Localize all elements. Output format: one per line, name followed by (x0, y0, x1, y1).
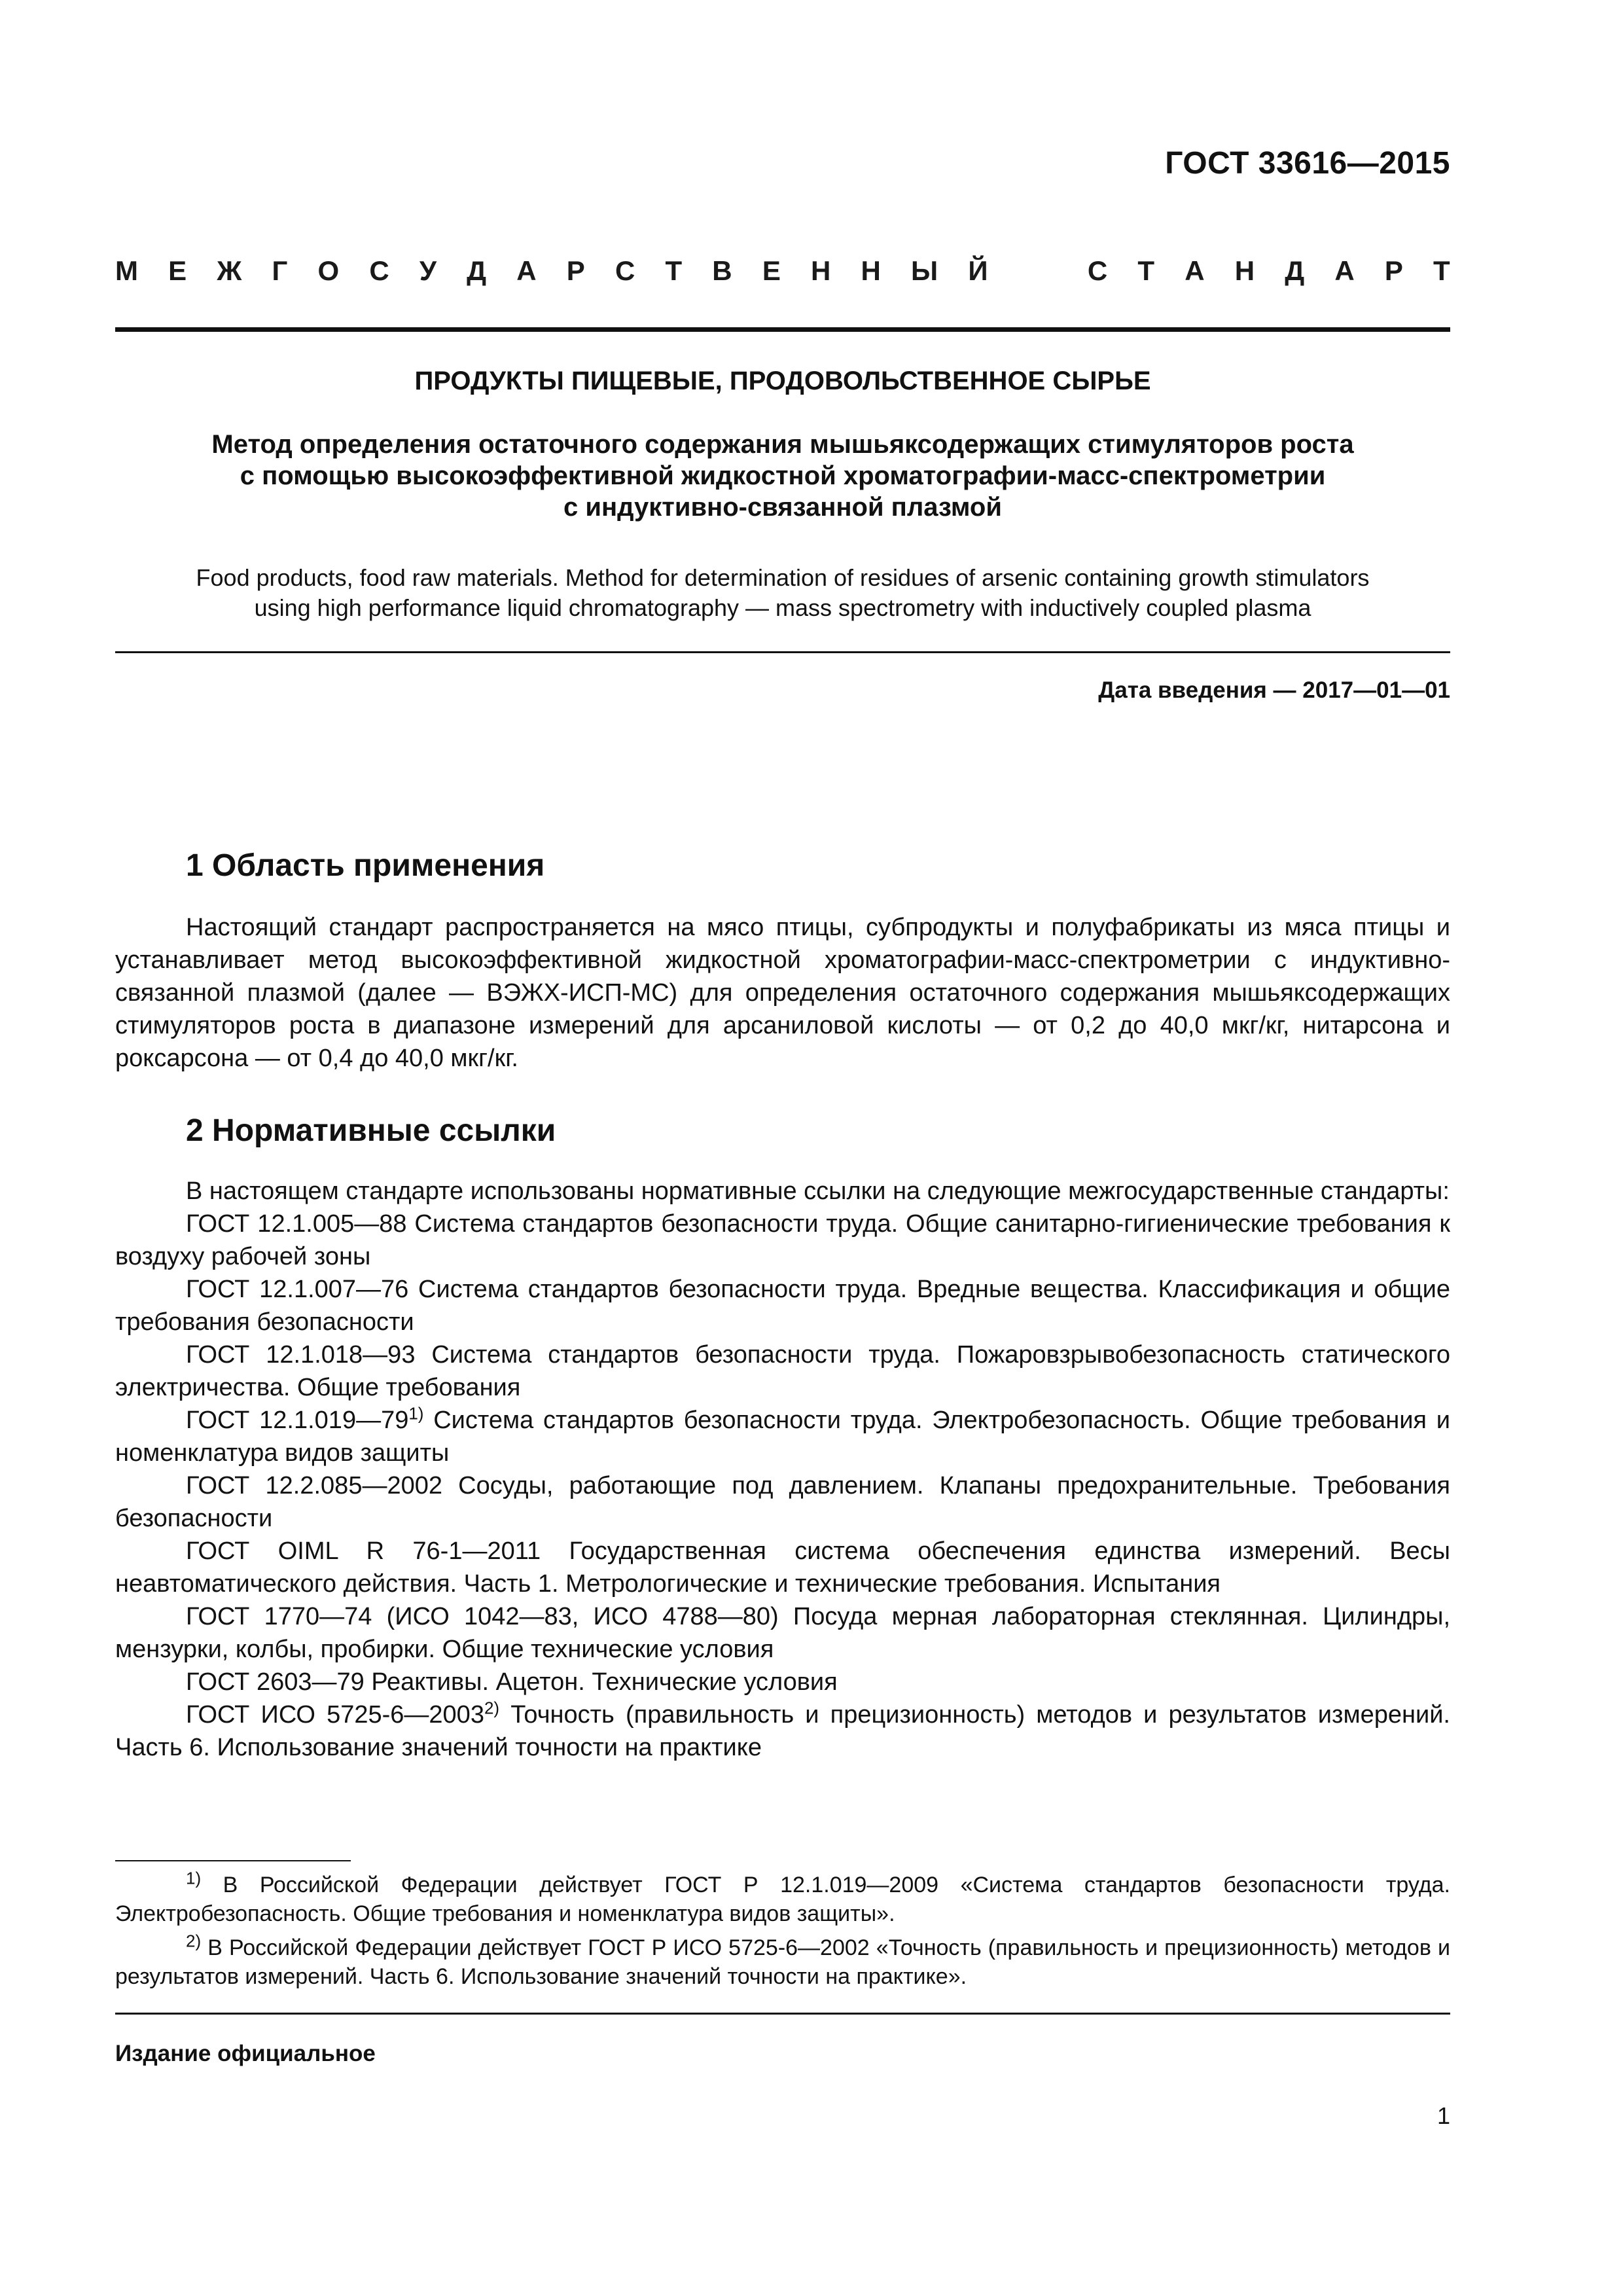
section-1-text: Настоящий стандарт распространяется на мясо птицы, субпродукты и полуфабрикаты из мяса птицы и устанавливает метод высокоэффективной жидкостной хроматографии-масс-спектрометрии с индуктивно-связанной плазмой (далее — ВЭЖХ-ИСП-МС) для определения остаточного содержания мышьяксодержащих стимуляторов роста в диапазоне измерений для арсаниловой кислоты — от 0,2 до 40,0 мкг/кг, нитарсона и роксарсона — от 0,4 до 40,0 мкг/кг. (115, 914, 1450, 1072)
document-number: ГОСТ 33616—2015 (1165, 146, 1450, 181)
reference-item: ГОСТ 12.1.005—88 Система стандартов безопасности труда. Общие санитарно-гигиенические требования к воздуху рабочей зоны (115, 1210, 1450, 1270)
header-divider (115, 327, 1450, 332)
edition-label: Издание официальное (115, 2041, 376, 2066)
english-title: Food products, food raw materials. Method for determination of residues of arsenic containing growth stimulators using high performance liquid chromatography — mass spectrometry with inductively coupled plasma (196, 564, 1370, 621)
introduction-date: Дата введения — 2017—01—01 (1098, 677, 1450, 703)
normative-references (115, 1175, 1450, 1764)
reference-item: ГОСТ 12.2.085—2002 Сосуды, работающие под давлением. Клапаны предохранительные. Требования безопасности (115, 1472, 1450, 1532)
section-2-heading: 2 Нормативные ссылки (186, 1113, 556, 1148)
reference-item: ГОСТ 12.1.018—93 Система стандартов безопасности труда. Пожаровзрывобезопасность статического электричества. Общие требования (115, 1341, 1450, 1401)
title-divider (115, 651, 1450, 653)
footnote-ref: 1) (408, 1403, 424, 1424)
reference-item: ГОСТ 1770—74 (ИСО 1042—83, ИСО 4788—80) Посуда мерная лабораторная стеклянная. Цилиндры, мензурки, колбы, пробирки. Общие технические условия (115, 1603, 1450, 1663)
reference-item: ГОСТ 12.1.019—79$^{1)}$ Система стандартов безопасности труда. Электробезопасность. Общие требования и номенклатура видов защиты (115, 1403, 1450, 1467)
method-title: Метод определения остаточного содержания мышьяксодержащих стимуляторов роста с помощью высокоэффективной жидкостной хроматографии-масс-спектрометрии с индуктивно-связанной плазмой (211, 430, 1354, 522)
reference-item: ГОСТ ИСО 5725-6—2003$^{2)}$ Точность (правильность и прецизионность) методов и результатов измерений. Часть 6. Использование значений точности на практике (115, 1698, 1450, 1761)
reference-item: ГОСТ OIML R 76-1—2011 Государственная система обеспечения единства измерений. Весы неавтоматического действия. Часть 1. Метрологические и технические требования. Испытания (115, 1537, 1450, 1598)
footnote-1: $^{1)}$ В Российской Федерации действует ГОСТ Р 12.1.019—2009 «Система стандартов безопасности труда. Электробезопасность. Общие требования и номенклатура видов защиты». (115, 1868, 1450, 1926)
footnote-2: $^{2)}$ В Российской Федерации действует ГОСТ Р ИСО 5725-6—2002 «Точность (правильность и прецизионность) методов и результатов измерений. Часть 6. Использование значений точности на практике». (115, 1931, 1450, 1989)
footnotes (115, 1868, 1450, 1996)
product-title: ПРОДУКТЫ ПИЩЕВЫЕ, ПРОДОВОЛЬСТВЕННОЕ СЫРЬЕ (414, 367, 1151, 395)
standard-banner: М Е Ж Г О С У Д А Р С Т В Е Н Н Ы Й С Т А Н Д А Р Т (115, 255, 1450, 286)
footnote-separator (115, 1860, 351, 1861)
footer-divider (115, 2013, 1450, 2015)
references-intro: В настоящем стандарте использованы нормативные ссылки на следующие межгосударственные стандарты: (186, 1177, 1450, 1205)
section-1-heading: 1 Область применения (186, 848, 545, 883)
page-number: 1 (1436, 2102, 1450, 2129)
footnote-ref: 2) (484, 1698, 500, 1718)
reference-item: ГОСТ 2603—79 Реактивы. Ацетон. Технические условия (186, 1668, 838, 1696)
reference-item: ГОСТ 12.1.007—76 Система стандартов безопасности труда. Вредные вещества. Классификация и общие требования безопасности (115, 1276, 1450, 1336)
